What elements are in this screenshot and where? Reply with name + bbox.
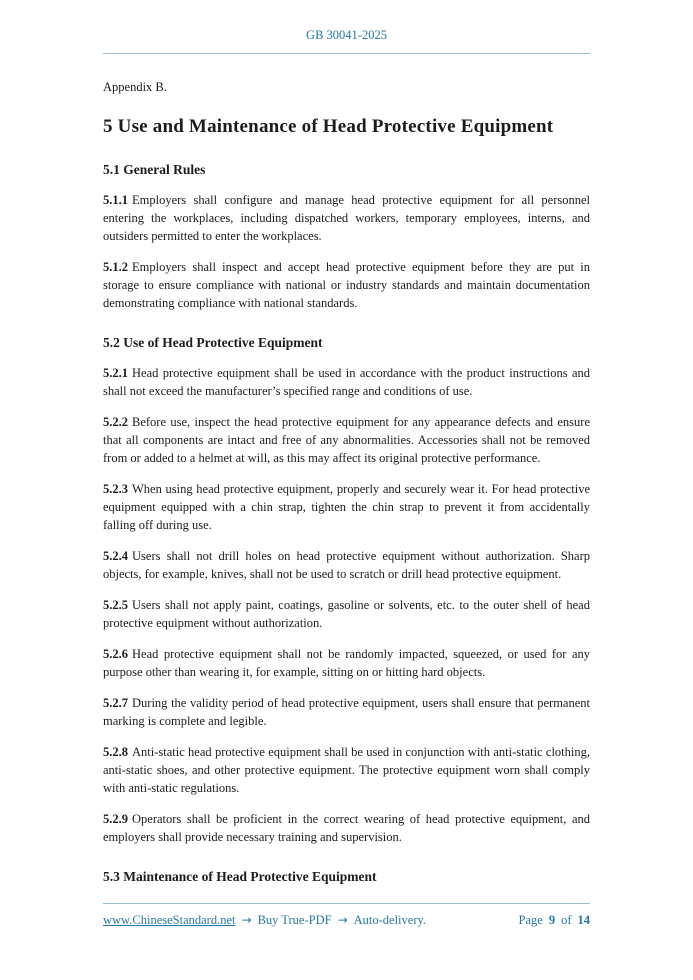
clause-text: Head protective equipment shall be used in accordance with the product instructions and shall not exceed the manufacturer’s specified range and conditions of use. <box>103 366 590 398</box>
clause-5-2-4 <box>103 547 590 583</box>
standard-code: GB 30041-2025 <box>306 28 387 42</box>
clause-5-2-1 <box>103 364 590 400</box>
clause-text: Before use, inspect the head protective equipment for any appearance defects and ensure that all components are intact and free of any abnormalities. Accessories shall not be removed from or added to a helmet at will, as this may affect its original protective performance. <box>103 415 590 465</box>
page-current: 9 <box>548 913 556 927</box>
page-total: 14 <box>577 913 590 927</box>
clause-text: Anti-static head protective equipment shall be used in conjunction with anti-static clothing, anti-static shoes, and other protective equipment. The protective equipment worn shall comply with anti-static regulations. <box>103 745 590 795</box>
clause-5-2-9 <box>103 810 590 846</box>
clause-5-1-2 <box>103 258 590 312</box>
page-number <box>519 913 590 928</box>
page-header <box>103 28 590 43</box>
clause-text: Operators shall be proficient in the correct wearing of head protective equipment, and employers shall provide necessary training and supervision. <box>103 812 590 844</box>
clause-5-2-3 <box>103 480 590 534</box>
clause-text: Users shall not drill holes on head protective equipment without authorization. Sharp objects, for example, knives, shall not be used to scratch or drill head protective equipment. <box>103 549 590 581</box>
clause-text: Employers shall inspect and accept head protective equipment before they are put in storage to ensure compliance with national or industry standards and maintain documentation demonstrating compliance with national standards. <box>103 260 590 310</box>
clause-5-2-7 <box>103 694 590 730</box>
clause-number: 5.2.5 <box>103 598 128 612</box>
clause-text: When using head protective equipment, properly and securely wear it. For head protective equipment equipped with a chin strap, tighten the chin strap to prevent it from accidentally falling off during use. <box>103 482 590 532</box>
clause-number: 5.2.2 <box>103 415 128 429</box>
section-heading-5-3: 5.3 Maintenance of Head Protective Equipment <box>103 869 377 884</box>
footer-left <box>103 913 426 928</box>
clause-number: 5.2.1 <box>103 366 128 380</box>
page-title: 5 Use and Maintenance of Head Protective Equipment <box>103 116 554 137</box>
arrow-icon: → <box>337 913 348 927</box>
clause-5-2-8 <box>103 743 590 797</box>
page-label: Page <box>518 913 543 927</box>
section-heading-5-1: 5.1 General Rules <box>103 162 206 177</box>
clause-text: During the validity period of head protective equipment, users shall ensure that permanent marking is complete and legible. <box>103 696 590 728</box>
clause-text: Employers shall configure and manage head protective equipment for all personnel entering the workplaces, including dispatched workers, temporary employees, interns, and outsiders permitted to enter the workplaces. <box>103 193 590 243</box>
header-divider <box>103 53 590 54</box>
arrow-icon: → <box>241 913 252 927</box>
clause-number: 5.2.4 <box>103 549 128 563</box>
page-footer <box>103 903 590 928</box>
clause-5-1-1 <box>103 191 590 245</box>
clause-5-2-6 <box>103 645 590 681</box>
clause-number: 5.2.8 <box>103 745 128 759</box>
footer-delivery-text: Auto-delivery. <box>353 913 427 927</box>
clause-number: 5.1.1 <box>103 193 128 207</box>
section-heading-5-2: 5.2 Use of Head Protective Equipment <box>103 335 323 350</box>
clause-number: 5.1.2 <box>103 260 128 274</box>
clause-number: 5.2.9 <box>103 812 128 826</box>
clause-5-2-2 <box>103 413 590 467</box>
chinesestandard-link[interactable]: www.ChineseStandard.net <box>103 913 236 927</box>
clause-number: 5.2.3 <box>103 482 128 496</box>
footer-buy-text: Buy True-PDF <box>257 913 332 927</box>
of-label: of <box>561 913 572 927</box>
clause-text: Head protective equipment shall not be randomly impacted, squeezed, or used for any purpose other than wearing it, for example, sitting on or hitting hard objects. <box>103 647 590 679</box>
clause-number: 5.2.7 <box>103 696 128 710</box>
clause-text: Users shall not apply paint, coatings, gasoline or solvents, etc. to the outer shell of head protective equipment without authorization. <box>103 598 590 630</box>
clause-number: 5.2.6 <box>103 647 128 661</box>
appendix-label: Appendix B. <box>103 80 167 94</box>
clause-5-2-5 <box>103 596 590 632</box>
